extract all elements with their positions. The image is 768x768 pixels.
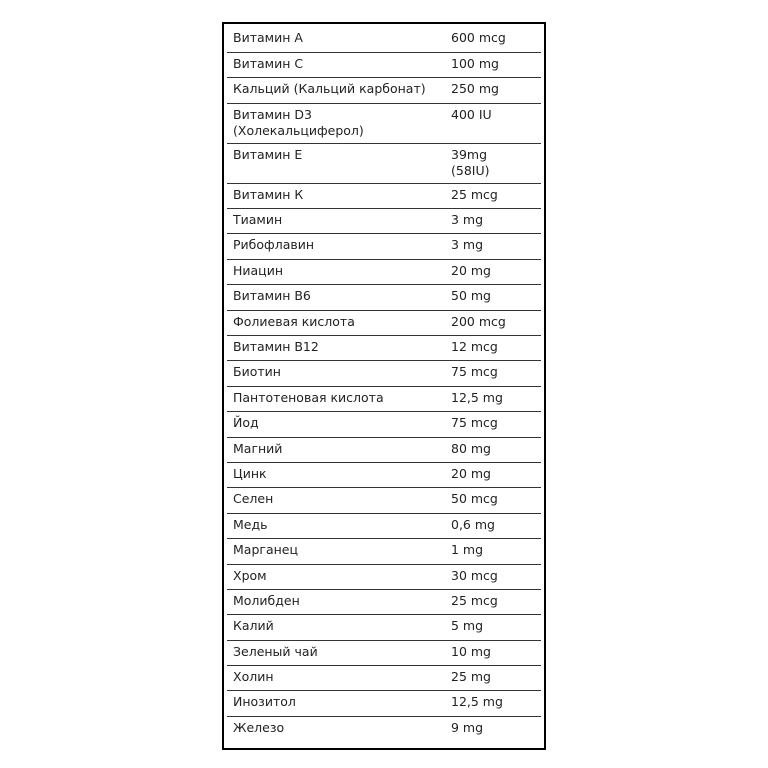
- nutrient-amount: 80 mg: [446, 437, 541, 462]
- nutrient-name: Ниацин: [227, 259, 446, 284]
- nutrient-amount: 25 mg: [446, 666, 541, 691]
- table-row: [227, 143, 541, 183]
- nutrient-amount: 75 mcg: [446, 412, 541, 437]
- table-row: [227, 615, 541, 640]
- nutrient-amount: 12 mcg: [446, 336, 541, 361]
- nutrient-amount: 0,6 mg: [446, 513, 541, 538]
- nutrient-amount: 39mg (58IU): [446, 143, 541, 183]
- table-row: [227, 183, 541, 208]
- nutrient-amount: 3 mg: [446, 209, 541, 234]
- nutrient-name: Калий: [227, 615, 446, 640]
- nutrient-name: Витамин Е: [227, 143, 446, 183]
- nutrient-amount: 600 mcg: [446, 27, 541, 52]
- nutrient-name: Витамин А: [227, 27, 446, 52]
- table-row: [227, 386, 541, 411]
- nutrient-name: Медь: [227, 513, 446, 538]
- table-row: [227, 336, 541, 361]
- table-row: [227, 361, 541, 386]
- nutrient-name: Инозитол: [227, 691, 446, 716]
- nutrient-amount: 250 mg: [446, 78, 541, 103]
- table-row: [227, 666, 541, 691]
- table-row: [227, 589, 541, 614]
- table-row: [227, 52, 541, 77]
- nutrient-name: Фолиевая кислота: [227, 310, 446, 335]
- table-row: [227, 488, 541, 513]
- nutrient-amount: 12,5 mg: [446, 386, 541, 411]
- nutrient-amount: 9 mg: [451, 719, 484, 735]
- table-row: [227, 78, 541, 103]
- nutrient-name: Зеленый чай: [227, 640, 446, 665]
- nutrition-table-frame: [222, 22, 546, 750]
- table-row: [227, 234, 541, 259]
- table-row: [227, 513, 541, 538]
- table-row: [227, 539, 541, 564]
- nutrition-table: [227, 27, 541, 742]
- nutrient-name: Тиамин: [227, 209, 446, 234]
- nutrient-name: Рибофлавин: [227, 234, 446, 259]
- nutrient-name: Витамин С: [227, 52, 446, 77]
- nutrient-amount: 20 mg: [446, 462, 541, 487]
- nutrient-name: Витамин D3 (Холекальциферол): [227, 103, 446, 143]
- nutrient-amount: 25 mcg: [446, 589, 541, 614]
- nutrient-amount: 200 mcg: [446, 310, 541, 335]
- table-row: [227, 691, 541, 716]
- table-row: [227, 462, 541, 487]
- nutrient-amount: 75 mcg: [446, 361, 541, 386]
- table-row: [227, 716, 541, 741]
- nutrient-amount: 400 IU: [446, 103, 541, 143]
- table-row: [227, 310, 541, 335]
- nutrient-name: Железо: [233, 719, 285, 735]
- nutrient-name: Кальций (Кальций карбонат): [227, 78, 446, 103]
- nutrient-name: Холин: [227, 666, 446, 691]
- table-row: [227, 285, 541, 310]
- table-row: [227, 27, 541, 52]
- nutrient-amount: 10 mg: [446, 640, 541, 665]
- nutrient-amount: 30 mcg: [446, 564, 541, 589]
- nutrient-name: Витамин В12: [227, 336, 446, 361]
- nutrient-name: Селен: [227, 488, 446, 513]
- nutrient-amount: 50 mcg: [446, 488, 541, 513]
- nutrient-name: Молибден: [227, 589, 446, 614]
- nutrient-name: Хром: [227, 564, 446, 589]
- table-row: [227, 564, 541, 589]
- nutrient-name: Пантотеновая кислота: [227, 386, 446, 411]
- table-row: [227, 209, 541, 234]
- nutrient-amount: 5 mg: [446, 615, 541, 640]
- nutrient-name: Марганец: [227, 539, 446, 564]
- table-row: [227, 437, 541, 462]
- nutrient-amount: 100 mg: [446, 52, 541, 77]
- nutrient-name: Витамин К: [227, 183, 446, 208]
- nutrient-amount: 1 mg: [446, 539, 541, 564]
- table-row: [227, 640, 541, 665]
- nutrient-name: Витамин В6: [227, 285, 446, 310]
- table-row: [227, 412, 541, 437]
- nutrient-name: Магний: [227, 437, 446, 462]
- table-row: [227, 259, 541, 284]
- nutrient-name: Йод: [227, 412, 446, 437]
- nutrient-amount: 50 mg: [446, 285, 541, 310]
- nutrient-name: Цинк: [227, 462, 446, 487]
- nutrient-amount: 12,5 mg: [446, 691, 541, 716]
- nutrient-name: Биотин: [227, 361, 446, 386]
- table-row: [227, 103, 541, 143]
- nutrient-amount: 20 mg: [446, 259, 541, 284]
- nutrient-amount: 25 mcg: [446, 183, 541, 208]
- nutrient-amount: 3 mg: [446, 234, 541, 259]
